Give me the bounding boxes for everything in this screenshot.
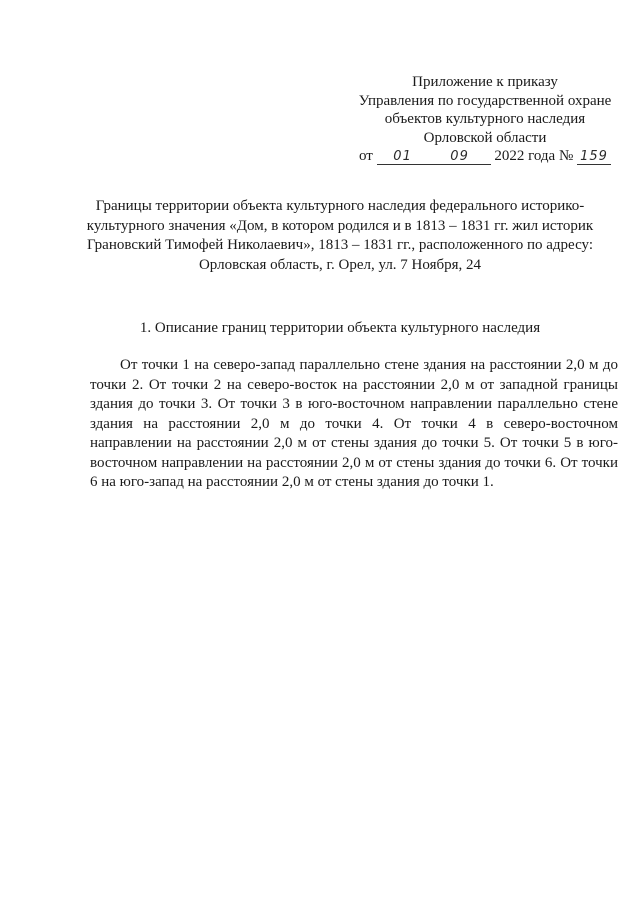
handwritten-order-number: 159 (577, 150, 611, 165)
handwritten-month: 09 (429, 150, 491, 165)
order-appendix-header (340, 73, 630, 166)
header-line-department: Управления по государственной охране (358, 92, 612, 109)
document-title (70, 197, 610, 275)
handwritten-day: 01 (377, 150, 429, 165)
title-line-4: Орловская область, г. Орел, ул. 7 Ноября, 24 (198, 256, 482, 273)
date-prefix: от (358, 148, 373, 165)
header-line-appendix: Приложение к приказу (412, 74, 558, 90)
order-date-line (340, 147, 630, 166)
boundary-description-paragraph: От точки 1 на северо-запад параллельно стене здания на расстоянии 2,0 м до точки 2. От точки 2 на северо-восток на расстоянии 2,0 м от западной границы здания до точки 3. От точки 3 в юго-восточном направлении параллельно стене здания на расстоянии 2,0 м до точки 4. От точки 4 в северо-восточном направлении на расстоянии 2,0 м от стены здания до точки 5. От точки 5 в юго-восточном направлении на расстоянии 2,0 м от стены здания до точки 6. От точки 6 на юго-запад на расстоянии 2,0 м от стены здания до точки 1. (90, 357, 618, 490)
title-line-1: Границы территории объекта культурного наследия федерального историко- (95, 198, 585, 214)
section-heading: 1. Описание границ территории объекта культурного наследия (139, 320, 541, 336)
title-line-2: культурного значения «Дом, в котором родился и в 1813 – 1831 гг. жил историк (86, 217, 594, 234)
header-line-heritage: объектов культурного наследия (384, 111, 586, 128)
header-line-region: Орловской области (423, 129, 547, 146)
title-line-3: Грановский Тимофей Николаевич», 1813 – 1831 гг., расположенного по адресу: (86, 237, 594, 253)
number-prefix: № (558, 148, 574, 165)
date-year: 2022 года (494, 148, 556, 165)
